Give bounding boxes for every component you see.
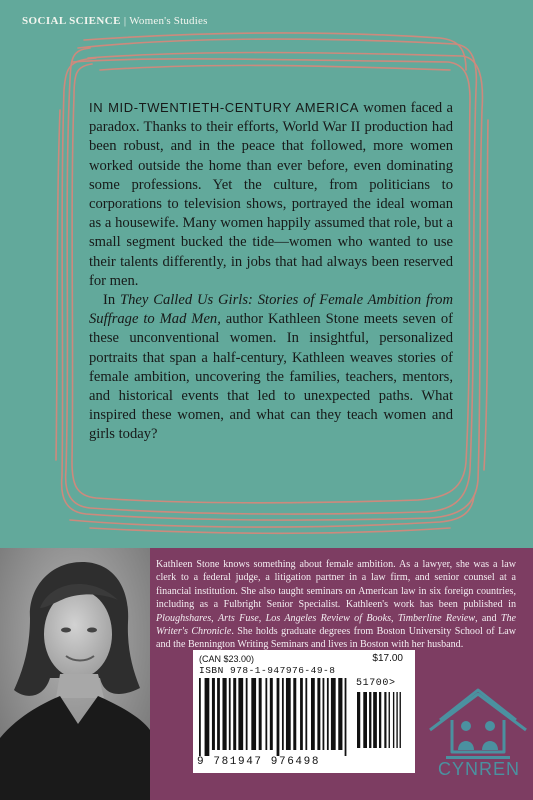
barcode-bar [345,678,347,756]
bio-publication-1: Ploughshares [156,612,212,624]
barcode-bar [379,692,381,748]
barcode-bar [238,678,243,750]
barcode-bar [259,678,262,750]
barcode-bar [331,678,336,750]
blurb-paragraph-1 [89,98,453,291]
bio-text-2: , [211,612,219,624]
barcode-bar [317,678,320,750]
barcode-bar [363,692,367,748]
barcode-bar [217,678,220,750]
barcode-bar [389,692,390,748]
barcode-bar [293,678,296,750]
ean-barcode [199,678,349,756]
barcode-bar [282,678,284,750]
bio-text-5: , and [475,612,501,624]
category-label [22,15,208,27]
bio-publication-3: Los Angeles Review of Books [265,612,391,624]
back-cover-blurb [89,98,453,445]
bio-text-4: , [391,612,398,624]
bio-publication-2: Arts Fuse [218,612,259,624]
addon-number: 51700> [356,678,396,689]
barcode-bar [323,678,325,750]
barcode-bar [327,678,329,750]
barcode-bar [205,678,210,756]
category-sub: Women's Studies [129,15,208,27]
barcode-block [193,650,415,773]
barcode-bar [251,678,256,750]
barcode-bar [222,678,226,750]
barcode-bar [393,692,394,748]
blurb-p2-before: In [103,292,120,309]
price-usd: $17.00 [372,653,403,664]
barcode-bar [270,678,273,750]
bio-publication-5: The Writer's Chronicle [156,612,516,638]
barcode-bar [212,678,215,750]
author-photo [0,548,150,800]
barcode-bar [277,678,280,756]
barcode-bar [400,692,401,748]
category-separator: | [123,15,127,27]
price-cad: (CAN $23.00) [199,654,255,664]
isbn-label: ISBN 978-1-947976-49-8 [199,665,336,676]
barcode-bar [369,692,371,748]
bio-text-6: . She holds graduate degrees from Boston University School of Law and the Bennington Writing Seminars and lives in Boston with her husband. [156,626,517,651]
barcode-bar [373,692,377,748]
bio-publication-4: Timberline Review [397,612,476,624]
blurb-p1-text: women faced a paradox. Thanks to their efforts, World War II production had been robust, and in the peace that followed, more women worked outside the home than ever before, even dominating some professions. Yet the culture, from politicians to corporations to television shows, portrayed the ideal woman as a housewife. Many women happily assumed that role, but a small segment bucked the tide—women who wanted to use their talents differently, in jobs that had always been reserved for men. [89,100,453,289]
addon-barcode [357,692,405,758]
barcode-bar [246,678,248,750]
barcode-bar [384,692,386,748]
publisher-name: CYNREN [438,759,521,779]
barcode-bar [338,678,342,750]
barcode-bar [357,692,360,748]
book-title: They Called Us Girls: Stories of Female Ambition from Suffrage to Mad Men, [89,292,453,328]
barcode-bar [305,678,307,750]
author-bio [156,558,516,652]
barcode-bar [311,678,315,750]
blurb-lead: IN MID-TWENTIETH-CENTURY AMERICA [89,100,359,115]
barcode-bar [233,678,236,750]
blurb-p2-after: author Kathleen Stone meets seven of these unconventional women. In insightful, personalized portraits that span a half-century, Kathleen weaves stories of female ambition, uncovering the families, teachers, mentors, and historical events that led to unexpected paths. What inspired these women, and what can they teach women and girls today? [89,311,453,443]
barcode-bar [229,678,231,750]
blurb-paragraph-2 [89,291,453,445]
bio-text-1: Kathleen Stone knows something about female ambition. As a lawyer, she was a law clerk to a federal judge, a litigation partner in a law firm, and senior counsel at a financial institution. She also taught seminars on American law in six foreign countries, including as a Fulbright Senior Specialist. Kathleen's work has been published in [156,559,516,611]
ean-number: 9 781947 976498 [197,756,321,768]
barcode-bar [396,692,397,748]
barcode-bar [199,678,201,756]
barcode-bar [300,678,303,750]
category-main: SOCIAL SCIENCE [22,15,121,27]
barcode-bar [265,678,267,750]
bio-text-3: , [258,612,266,624]
barcode-bar [286,678,291,750]
